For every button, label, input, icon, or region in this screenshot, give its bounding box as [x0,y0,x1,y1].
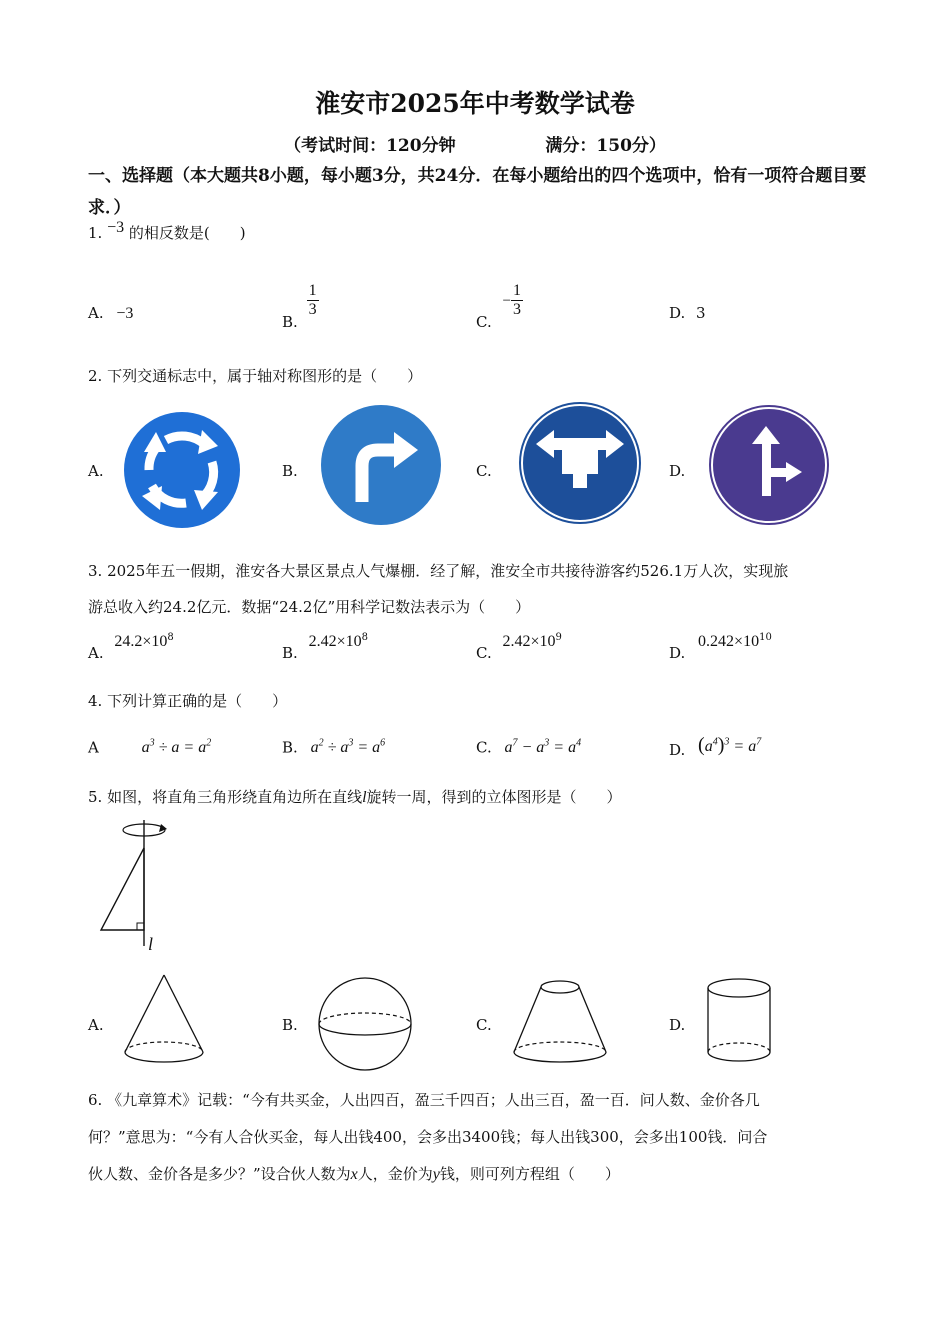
q1-option-a: A. −3 [88,304,134,322]
q4-option-a: A $a^3 \div a = a^2$ [88,738,212,757]
section-heading: 一、选择题（本大题共8小题，每小题3分，共24分．在每小题给出的四个选项中，恰有一项符合题目要求．） [88,166,867,218]
right-turn-sign-icon [320,404,442,526]
q1-option-c: C. − $\frac{1}{3}$ [476,282,521,331]
q4-option-d: D. $(a^4)^3 = a^7$ [669,734,762,759]
question-1-stem: 1. −3 的相反数是( ) [88,219,246,242]
exam-time: （考试时间：120分钟 [284,136,456,156]
q1-option-b: B. $\frac{1}{3}$ [282,282,317,331]
question-3-line1: 3. 2025年五一假期，淮安各大景区景点人气爆棚．经了解，淮安全市共接待游客约526.1万人次，实现旅 [88,562,789,580]
left-right-turn-sign-icon [516,400,644,526]
frustum-icon [510,978,610,1068]
axis-label: l [148,934,154,954]
straight-or-right-sign-icon [706,404,832,526]
triangle-rotation-figure [95,818,175,958]
exam-info [0,131,950,156]
q5-option-c-label: C. [476,1016,492,1034]
q3-option-d: D. $0.242\times 10^{10}$ [669,632,772,662]
q4-option-c: C. $a^7 - a^3 = a^4$ [476,738,582,757]
question-2-stem: 2. 下列交通标志中，属于轴对称图形的是（ ） [88,367,423,385]
q1-option-d: D. 3 [669,304,706,322]
cone-icon [122,972,208,1066]
question-6-line2: 何？”意思为：“今有人合伙买金，每人出钱400，会多出3400钱；每人出钱300，会多出100钱．问合 [88,1128,768,1146]
sphere-icon [316,976,414,1072]
q5-option-a-label: A. [88,1016,104,1034]
q2-option-d-label: D. [669,462,686,480]
q3-option-a: A. $24.2\times 10^8$ [88,632,174,662]
q2-option-b-label: B. [282,462,298,480]
page-title: 淮安市2025年中考数学试卷 [315,89,635,118]
q4-option-b: B. $a^2 \div a^3 = a^6$ [282,738,386,757]
q3-option-b: B. $2.42\times 10^8$ [282,632,368,662]
q5-option-b-label: B. [282,1016,298,1034]
q5-option-d-label: D. [669,1016,686,1034]
q2-option-a-label: A. [88,462,104,480]
exam-score: 满分：150分） [545,136,666,156]
question-6-line1: 6. 《九章算术》记载：“今有共买金，人出四百，盈三千四百；人出三百，盈一百．问人数、金价各几 [88,1091,760,1109]
question-5-stem: 5. 如图，将直角三角形绕直角边所在直线l旋转一周，得到的立体图形是（ ） [88,788,622,806]
roundabout-sign-icon [122,410,242,530]
q3-option-c: C. $2.42\times 10^9$ [476,632,562,662]
question-3-line2: 游总收入约24.2亿元．数据“24.2亿”用科学记数法表示为（ ） [88,598,531,616]
cylinder-icon [704,976,774,1068]
question-4-stem: 4. 下列计算正确的是（ ） [88,692,288,710]
q1-expression: −3 [107,219,125,236]
q2-option-c-label: C. [476,462,492,480]
question-6-line3: 伙人数、金价各是多少？”设合伙人数为x人，金价为y钱，则可列方程组（ ） [88,1165,620,1183]
